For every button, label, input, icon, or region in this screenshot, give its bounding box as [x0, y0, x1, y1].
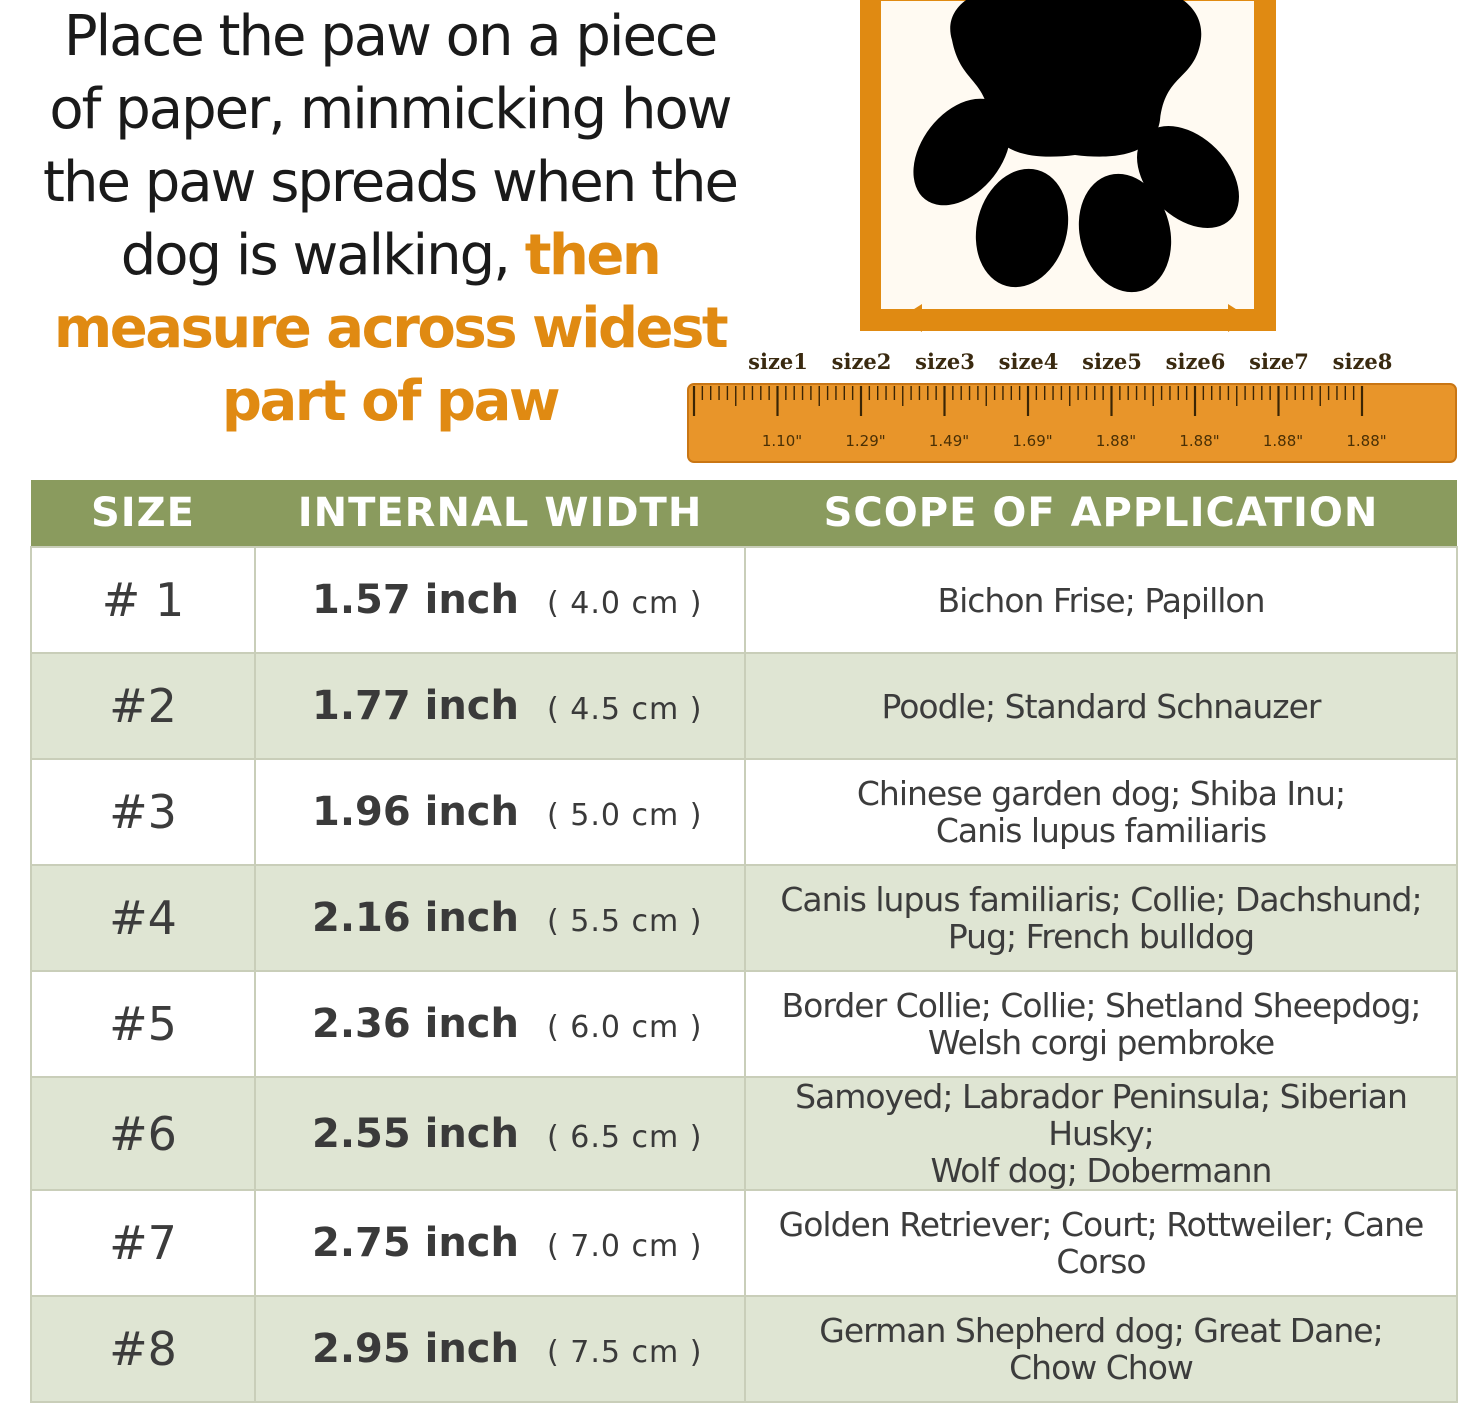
size-cell: #2 [31, 653, 255, 759]
table-row [31, 1296, 1457, 1402]
instruction-line [30, 219, 750, 292]
instruction-line: of paper, minmicking how [49, 77, 731, 142]
width-cell [255, 653, 745, 759]
width-cell [255, 1190, 745, 1296]
size-cell: #8 [31, 1296, 255, 1402]
width-cell [255, 1296, 745, 1402]
width-inch: 1.96 inch [312, 789, 519, 835]
ruler-measure-label: 1.88" [1346, 432, 1387, 450]
ruler-measure-label: 1.49" [928, 432, 970, 450]
instruction-line: the paw spreads when the [43, 150, 737, 215]
scope-cell: Canis lupus familiaris; Collie; Dachshund; Pug; French bulldog [745, 865, 1457, 971]
measuring-ruler [686, 342, 1458, 467]
ruler-size-labels [748, 349, 1392, 374]
header-size: SIZE [31, 480, 255, 547]
table-row [31, 547, 1457, 653]
size-cell: #3 [31, 759, 255, 865]
ruler-size-label: size3 [915, 349, 975, 374]
width-inch: 2.75 inch [312, 1220, 519, 1266]
instruction-highlight: part of paw [221, 369, 559, 434]
scope-cell: Bichon Frise; Papillon [745, 547, 1457, 653]
header-internal-width: INTERNAL WIDTH [255, 480, 745, 547]
ruler-size-label: size5 [1082, 349, 1142, 374]
ruler-measure-label: 1.88" [1095, 432, 1137, 450]
table-row [31, 653, 1457, 759]
width-cm: ( 5.0 cm ) [547, 798, 703, 833]
ruler-measure-label: 1.29" [845, 432, 886, 450]
width-cell [255, 1077, 745, 1190]
width-cell [255, 547, 745, 653]
width-inch: 1.57 inch [312, 577, 519, 623]
instruction-text: dog is walking, [120, 223, 525, 288]
size-cell: #6 [31, 1077, 255, 1190]
width-cell [255, 759, 745, 865]
table-row [31, 865, 1457, 971]
width-cm: ( 4.5 cm ) [547, 692, 703, 727]
scope-cell: Poodle; Standard Schnauzer [745, 653, 1457, 759]
ruler-size-label: size6 [1165, 349, 1226, 374]
ruler-size-label: size2 [831, 349, 892, 374]
table-row [31, 759, 1457, 865]
scope-cell: Chinese garden dog; Shiba Inu; Canis lupus familiaris [745, 759, 1457, 865]
width-inch: 1.77 inch [312, 683, 519, 729]
width-cm: ( 7.0 cm ) [547, 1229, 703, 1264]
width-cm: ( 6.5 cm ) [547, 1119, 703, 1155]
width-inch: 2.16 inch [312, 895, 519, 941]
table-row [31, 1077, 1457, 1190]
header-scope: SCOPE OF APPLICATION [745, 480, 1457, 547]
scope-cell: Border Collie; Collie; Shetland Sheepdog; Welsh corgi pembroke [745, 971, 1457, 1077]
scope-cell: German Shepherd dog; Great Dane; Chow Chow [745, 1296, 1457, 1402]
size-cell: #7 [31, 1190, 255, 1296]
measuring-instructions [30, 0, 750, 438]
paw-on-paper-illustration [860, 0, 1290, 340]
ruler-measure-label: 1.69" [1012, 432, 1053, 450]
ruler-size-label: size1 [748, 349, 808, 374]
width-inch: 2.95 inch [312, 1326, 519, 1372]
width-cell [255, 971, 745, 1077]
instruction-highlight: measure across widest [53, 296, 727, 361]
size-cell: #4 [31, 865, 255, 971]
ruler-measure-label: 1.88" [1179, 432, 1220, 450]
instruction-line: Place the paw on a piece [63, 4, 717, 69]
table-header-row [31, 480, 1457, 547]
table-row [31, 971, 1457, 1077]
ruler-measure-label: 1.10" [761, 432, 803, 450]
width-cm: ( 7.5 cm ) [547, 1335, 703, 1370]
width-cm: ( 5.5 cm ) [547, 904, 703, 939]
instruction-highlight: then [524, 223, 660, 288]
ruler-size-label: size8 [1332, 349, 1393, 374]
ruler-size-label: size7 [1249, 349, 1309, 374]
scope-cell: Samoyed; Labrador Peninsula; Siberian Husky; Wolf dog; Dobermann [745, 1077, 1457, 1190]
width-cm: ( 6.0 cm ) [547, 1010, 703, 1045]
width-inch: 2.36 inch [312, 1001, 519, 1047]
scope-cell: Golden Retriever; Court; Rottweiler; Cane Corso [745, 1190, 1457, 1296]
width-cell [255, 865, 745, 971]
width-inch: 2.55 inch [312, 1110, 519, 1157]
size-cell: # 1 [31, 547, 255, 653]
size-chart-table [30, 480, 1458, 1403]
table-row [31, 1190, 1457, 1296]
width-cm: ( 4.0 cm ) [547, 586, 703, 621]
ruler-measure-label: 1.88" [1262, 432, 1304, 450]
ruler-size-label: size4 [998, 349, 1059, 374]
size-cell: #5 [31, 971, 255, 1077]
